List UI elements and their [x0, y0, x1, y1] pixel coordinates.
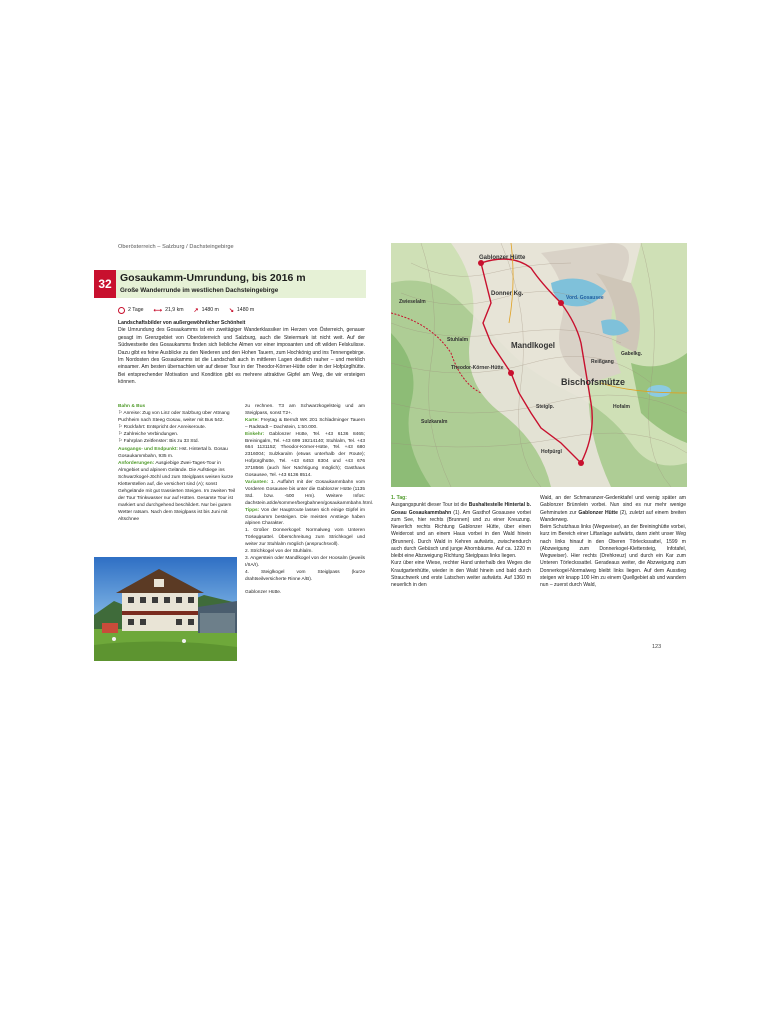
- tipp-4: 4. Steiglkogel vom Steiglpass (kurze drahtseilversicherte Rinne A/B).: [245, 569, 365, 582]
- hut-photo: [94, 557, 237, 661]
- map-label-steiglpass: Steiglp.: [536, 404, 555, 410]
- map-label-sulzkar: Sulzkaralm: [421, 419, 448, 425]
- tour-facts: [118, 305, 254, 315]
- tipp-3: 3. Angerstein oder Mandlkogel von der Hoosalm (jeweils I/IIA/I).: [245, 555, 365, 568]
- info-column-right: [245, 404, 373, 596]
- clock-icon: [118, 307, 125, 314]
- day-1-text-2: Kurz über eine Wiese, rechter Hand unterhalb des Weges die Krautgartenhütte, wieder in den Wald hinein und bald durch Strauchwerk und erste Latschen weiter aufwärts. Auf 1360 m neuerlich in den: [391, 560, 531, 588]
- anforderungen-text: Anforderungen: Ausgiebige Zwei-Tages-Tour in Almgebiet und alpinem Gelände. Die Aufstiege ins Schwarzkogel-Jöchl und zum Steiglpass weisen kurze Kletterstellen auf, die versichert sind (A); sonst Gehgelände mit gut trassierten Steigen. Im zweiten Teil der Tour Trinkwasser nur auf Hütten. Gesamte Tour ist markiert und durchgehend beschildert. Nur bei gutem Wetter ratsam. Nach dem Steiglpass ist bis Juni mit Altschnee: [118, 461, 236, 522]
- tipp-1: 1. Großer Donnerkogel: Normalweg vom Unteren Törleggsattel. Überschreitung zum Strichkogel und weiter zur Stuhlalm möglich (anspruchsvoll).: [245, 528, 365, 548]
- map-label-hofalm: Hofalm: [613, 404, 630, 410]
- varianten-text: Varianten: 1. Auffahrt mit der Gosaukammbahn vom Vorderen Gosausee bis unter die Gablonzer Hütte (1135 Std. bzw. -500 Hm). Weitere Infos: dachstein.at/de/sommer/bergbahnen/gosaukammbahn.html.: [245, 479, 373, 506]
- descent-value: 1480 m: [236, 307, 255, 313]
- ausgang-text: Ausgangs- und Endpunkt: Hst. Hintertal b. Gosau Gosaukammbahn, 935 m.: [118, 447, 228, 460]
- day-1-label: 1. Tag:: [391, 495, 407, 501]
- bahn-bus-heading: Bahn & Bus: [118, 404, 146, 409]
- route-cont-2: Beim Schutzhaus links (Wegweiser), an der Breininghütte vorbei, kurz im Bereich einer Liftanlage aufwärts, dann zieht unser Weg nach links hinauf in den Oberen Törleckssattel, 1599 m (Abzweigung zum Donnerkogel-Klettersteig, Infotafel, Wegweiser). Hier rechts (Drehkreuz) und durch ein Kar zum Unteren Törleckssattel. Geradeaus weiter, die Abzweigung zum Donnerkogel-Normalweg bleibt links liegen. Auf dem Ausstieg steigen wir knapp 100 Hm zu einem Quellgebiet ab und wandern nun – zuerst durch Wald,: [540, 524, 686, 588]
- verbindungen-text: ⚐ Zahlreiche Verbindungen.: [118, 431, 179, 437]
- tour-number-badge: 32: [94, 270, 116, 298]
- intro-heading: Landschaftsbilder von außergewöhnlicher Schönheit: [118, 320, 246, 326]
- distance-arrow-icon: ⟷: [153, 307, 163, 314]
- map-label-gosausee: Vord. Gosausee: [566, 295, 604, 301]
- ascent-fact: [194, 307, 219, 314]
- breadcrumb: Oberösterreich – Salzburg / Dachsteingebirge: [118, 244, 234, 250]
- route-map: [391, 243, 687, 487]
- tipps-text: Tipps: Von der Hauptroute lassen sich einige Gipfel im Gosaukamm besteigen. Die meisten Anstiege haben alpinen Charakter.: [245, 507, 365, 527]
- descent-arrow-icon: ↘: [228, 307, 234, 314]
- einkehr-text: Einkehr: Gablonzer Hütte, Tel. +43 6136 8465; Breiningalm, Tel. +43 699 19214140; Stuhlalm, Tel. +43 664 1131152; Theodor-Körner-Hütte, Tel. +43 680 2316004; Sulzkaralm (etwas unterhalb der Route); Hofpürglhütte, Tel. +43 6453 8304 und +43 676 3718566 (auch hier Nächtigung möglich); Gasthaus Gosausee, Tel. +43 6136 8514.: [245, 431, 365, 479]
- karte-text: Karte: Freytag & Berndt WK 201 Schladminger Tauern – Radstadt – Dachstein, 1:50.000.: [245, 417, 365, 430]
- intro-text: Die Umrundung des Gosaukamms ist ein zweitägiger Wanderklassiker im Herzen von Österreich, genauer gesagt im Grenzgebiet von Oberösterreich und Salzburg, auch die Steiermark ist nicht weit. Auf der Südwestseite des Gosaukamms finden sich liebliche Almen vor einer imposanten und oft wilden Felskulisse. Dazu gibt es feine Ausblicke zu den Niederen und den Hohen Tauern, zum Hochkönig und ins Tennengebirge. Im Nordosten des Gosaukamms ist die Landschaft auch in mittleren Lagen deutlich rauher – und merklich einsamer. Am besten übernachten wir auf dieser Tour in der Theodor-Körner-Hütte oder in der Hofpürglhütte. Bei entsprechender Motivation und Kondition gibt es mehrere attraktive Gipfel am Weg, die wir ersteigen können.: [118, 327, 365, 386]
- map-label-zwiesel: Zwieselalm: [399, 299, 426, 305]
- route-text-col-2: [540, 495, 686, 589]
- tour-title: Gosaukamm-Umrundung, bis 2016 m: [120, 272, 306, 284]
- map-label-theodor: Theodor-Körner-Hütte: [451, 365, 504, 371]
- map-label-gablonzer: Gablonzer Hütte: [479, 255, 526, 261]
- page-number: 123: [652, 644, 662, 650]
- info-column-left: [118, 404, 238, 523]
- tour-subtitle: Große Wanderrunde im westlichen Dachsteingebirge: [120, 287, 279, 294]
- intro-block: [118, 320, 365, 387]
- anforderungen-cont: zu rechnen. T3 am Schwarzkogelsteig und am Steiglpass, sonst T2+.: [245, 404, 365, 416]
- duration-value: 2 Tage: [128, 307, 144, 313]
- distance-value: 21,9 km: [165, 307, 184, 313]
- photo-caption: Gablonzer Hütte.: [245, 589, 282, 595]
- map-label-donnerkg: Donner Kg.: [491, 291, 524, 297]
- anreise-text: ⚐ Anreise: Zug von Linz oder Salzburg über Attnang Puchheim nach Steeg Gosau, weiter mit Bus 542.: [118, 410, 230, 423]
- day-1-text: 1. Tag: Ausgangspunkt dieser Tour ist die Bushaltestelle Hintertal b. Gosau Gosaukammbahn (1). Am Gasthof Gosausee vorbei zum See, hier rechts (Brunnen) und zu einer Kreuzung. Neuerlich rechts Richtung Gablonzer Hütte, über einen Weiderost und an einem Haus vorbei in den Wald hinein (Brunnen). Durch Wald in Kehren aufwärts, zwischendurch auch durch Gebüsch und junge Ahornbäume. Auf ca. 1220 m bleibt eine Abzweigung Richtung Steiglpass links liegen.: [391, 495, 532, 559]
- map-label-hofpuergl: Hofpürgl: [541, 449, 562, 455]
- map-label-bischofsmuetze: Bischofsmütze: [561, 377, 626, 387]
- route-text-col-1: [391, 495, 531, 589]
- map-label-mandlkogel: Mandlkogel: [511, 341, 556, 350]
- map-label-reissgang: Reißgang: [591, 359, 614, 365]
- map-label-gabelkogel: Gabelkg.: [621, 351, 643, 357]
- map-label-stuhlalm: Stuhlalm: [447, 337, 469, 343]
- route-cont-1: Wald, an der Schmaranzer-Gedenktafel und wenig später am Gablonzer Brünnlein vorbei. Nun sind es nur mehr wenige Gehminuten zur Gablonzer Hütte (2), zuletzt auf einem breiten Wanderweg.: [540, 495, 687, 523]
- distance-fact: [153, 307, 183, 314]
- duration-fact: [118, 307, 143, 314]
- fahrplan-text: ⚐ Fahrplan Zeitfenster: Bis zu 33 Std.: [118, 438, 199, 444]
- ascent-value: 1480 m: [201, 307, 219, 313]
- rueckfahrt-text: ⚐ Rückfahrt: Entspricht der Anreiseroute.: [118, 424, 207, 430]
- descent-fact: [229, 307, 254, 314]
- ascent-arrow-icon: ↗: [193, 307, 199, 314]
- tipp-2: 2. Strichkogel von der Stuhlalm.: [245, 549, 313, 555]
